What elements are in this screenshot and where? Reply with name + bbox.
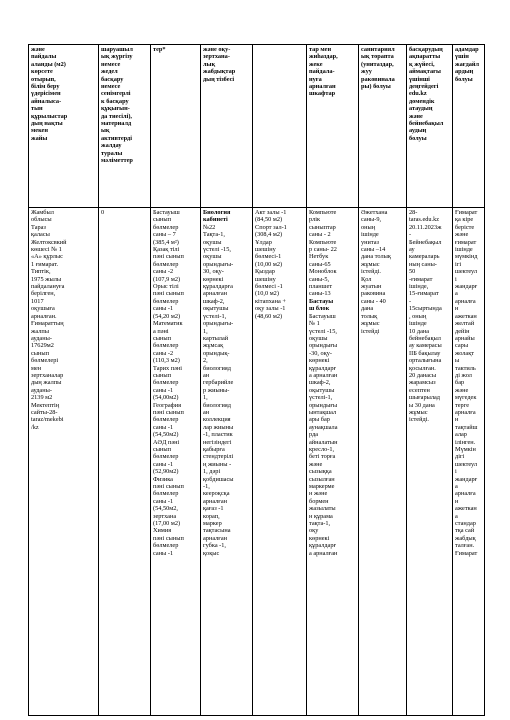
header-cell-info-system (407, 45, 453, 208)
header-cell-ownership (99, 45, 151, 208)
header-text: тар мен жиһаздар, жеке пайдала- нуға арналған шкафтар (309, 46, 338, 98)
header-cell-address (29, 45, 99, 208)
cell-equipment (201, 208, 253, 716)
header-text: және пайдалы аланды (м2) көрсете отырып, білім беру үдерісімен айналыса- тын құрылыстар дың нақты мекен жайы (31, 46, 68, 142)
cell-ownership (99, 208, 151, 716)
header-cell-equipment (201, 45, 253, 208)
cell-text: №22 Тақта-1, оқушы үстелі -15, оқушы орындығы- 30, оқу- көрнекі құралдарға арналған шкаф-2, оқытушы үстелі-1, орындығы- 1, картылай жұмсақ орындық- 2, биологияд ан гербарийле р жиыны- 1, биологияд ан коллекция лар жиыны -1, пластик негізіндегі қабырға стендтерілі ң жиыны - 1, дәрі қобдишасы -1, кеероқсқа арналған қағаз -1 корап, маркер тақтасына арналған губка -1, қоқыс (203, 223, 234, 557)
cell-rooms (151, 208, 201, 716)
header-cell-accessibility (453, 45, 485, 208)
header-cell-halls (253, 45, 307, 208)
header-text: және оқу- зертхана- лық жабдықтар дың тізбесі (203, 46, 236, 83)
cell-text: Бастауыш сынып бөлмелер саны – 7 (385,4 м²) Қазақ тілі пәні сынып бөлмелер саны -2 (107,9 м2) Орыс тілі пәні сынып бөлмелер саны -1 (54,20 м2) Математик а пәні сынып бөлмелер саны -2 (110,3 м2) Тарих пәні сынып бөлмелер саны -1 (54,00м2) География пәні сынып бөлмелер саны -1 (54,50м2) АӘД пәні сынып бөлмелер саны -1 (52,90м2) Физика пәні сынып бөлмелер саны -1 (54,50м2, зертхана (17,00 м2) Химия пәні сынып бөлмелер саны -1 (153, 209, 184, 557)
cell-subheading: Биология кабинеті (203, 209, 231, 224)
cell-furniture (307, 208, 359, 716)
cell-text: Бастауыш № 1 үстелі -15, оқушы орындығы -30, оқу- көрнекі құралдарғ а арналған шкаф-2, оқытушы үстелі-1, орындығы ынтақшал ары бар аунақшала рда айналатын кресло-1, беті торға және сызыққа сызылған маркерме н және бормен жазылаты н құрама тақта-1, оқу көрнекі құралдарғ а арналған (309, 312, 338, 557)
header-cell-furniture (307, 45, 359, 208)
header-text: тер* (153, 46, 166, 53)
cell-text: 28- taras.edu.kz 20.11.2023ж - Бейнебақыл ау камераларь ның саны- 50 -ғимарат ішінде, 15-ғимарат - 15сыртында , оның ішінде 10 дана бейнебақыл ау камерасы ІІБ бақылау орталығына қосылған. 20 данасы жарамсыз есептен шығарылад ы 30 дана жұмыс істейді. (409, 209, 442, 424)
cell-text: Жамбыл облысы Тараз қаласы Желтоксвкий көшесі № 1 «А» құрлыс 1 ғимарат. Типтік, 1975 жылы пайдалануға берілген, 1017 оқушыға арналған. Ғимараттың жалпы ауданы- 17629м2 сынып бөлмелері мен зертханалар дың жалпы ауданы- 2139 м2 Мектептің сайты-28- taraz/mekebi /kz (31, 209, 67, 431)
cell-address (29, 208, 99, 716)
header-text: шаруашыл ық жүргізу немесе жедел басқару немесе сенімгерлі к басқару құқығын- да тиесілі), материалд ық активтерді жалдау туралы мәліметтер (101, 46, 133, 165)
cell-halls (253, 208, 307, 716)
cell-text: 0 (101, 209, 105, 216)
header-cell-sanitary (359, 45, 407, 208)
cell-sanitary (359, 208, 407, 716)
header-cell-rooms (151, 45, 201, 208)
document-page (28, 44, 484, 714)
facilities-table (28, 44, 485, 716)
cell-accessibility (453, 208, 485, 716)
header-text: санитариял ық торапта (унитаздар, жуу раковинала ры) болуы (361, 46, 395, 91)
cell-text: Компьюте рлік сыныптар саны - 2 Компьюте р саны- 22 Нетбук саны-65 Моноблок саны-5, планшет саны-13 (309, 209, 337, 298)
header-text: адамдар үшін жағдайл ардың болуы (455, 46, 480, 83)
header-text: басқарудың ақпаратты қ жүйесі, аймақтағы үшінші деңгейдегі edu.kz домендік атаудың және бейнебақыл аудың болуы (409, 46, 444, 142)
cell-text: Әжетхана саны-9, оның ішінде унитаз саны –14 дана толық жұмыс істейді. Қол жуатын раковина саны - 40 дана толық жұмыс істейді (361, 209, 391, 335)
cell-subheading: Бастауы ш блок (309, 297, 334, 313)
cell-info-system (407, 208, 453, 716)
cell-text: Ғимарат қа кіре берісте және ғимарат ішінде мүмкінд ігі шектеул і жандарғ а арналға н ажеткан желтай дейін арнайы сары жолақт ы тактиль ді жол бар және мүгедек терге арналға н тақтайш алар ілінген. Мүмкін дігі шектеул і жандарғ а арналға н ажеткан а стандар тқа сай жабдық талған. Ғимарат (455, 209, 478, 557)
table-row (29, 208, 485, 716)
cell-text: Акт залы -1 (84,50 м2) Спорт зал-1 (308,4 м2) Ұлдар шешіну бөлмесі-1 (10,00 м2) Қыздар шешіну бөлмесі -1 (10,0 м2) кітапхана + оқу залы -1 (48,60 м2) (255, 209, 287, 320)
table-header-row (29, 45, 485, 208)
